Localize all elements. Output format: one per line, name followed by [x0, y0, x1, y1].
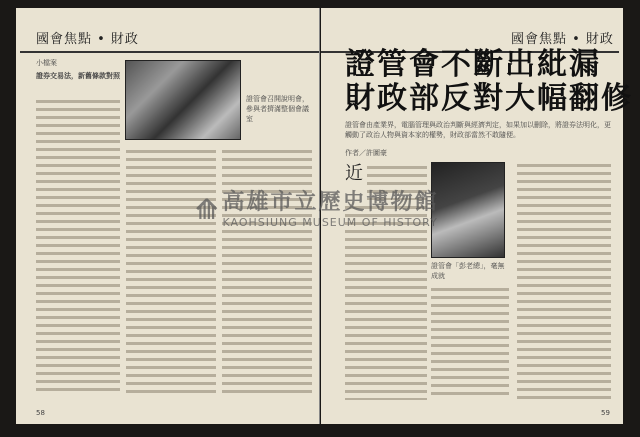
photo-caption: 證管會「彭老總」，毫無成就 — [431, 262, 505, 280]
body-column-2 — [431, 286, 509, 400]
header-rule — [20, 51, 319, 53]
museum-logo-icon: ⟰ — [195, 193, 219, 226]
body-column-1 — [345, 204, 427, 400]
body-column-3 — [222, 148, 312, 398]
photo-caption: 證管會召開說明會，參與者擠滿整個會議室 — [246, 95, 309, 123]
article-title — [345, 48, 633, 116]
sidebar-body-text — [36, 98, 120, 396]
museum-watermark — [195, 190, 438, 230]
body-column-2 — [126, 148, 219, 398]
drop-cap: 近 — [345, 163, 363, 184]
section-header: 國會焦點 • 財政 — [511, 32, 614, 47]
body-column-3 — [517, 162, 611, 400]
title-line-1: 證管會不斷出紕漏 — [345, 47, 601, 82]
meeting-photo — [125, 60, 241, 140]
title-line-2: 財政部反對大幅翻修 — [345, 81, 633, 116]
sidebar-heading: 證券交易法，新舊條款對照 — [36, 72, 120, 80]
page-number: 59 — [601, 409, 610, 417]
byline: 作者／許圖豪 — [345, 149, 387, 157]
portrait-photo — [431, 162, 505, 258]
sidebar-label: 小檔案 — [36, 59, 57, 67]
page-number: 58 — [36, 409, 45, 417]
section-header: 國會焦點 • 財政 — [36, 32, 139, 47]
watermark-chinese: 高雄市立歷史博物館 — [222, 190, 439, 215]
article-deck: 證管會由產業界，電腦管理與政治判斷與經濟判定，如果加以刪除，將證券法明化，更觸動了政治人物與資本家的權勢，財政部當然不敢隨便。 — [345, 121, 611, 139]
watermark-english: KAOHSIUNG MUSEUM OF HISTORY — [222, 216, 438, 229]
